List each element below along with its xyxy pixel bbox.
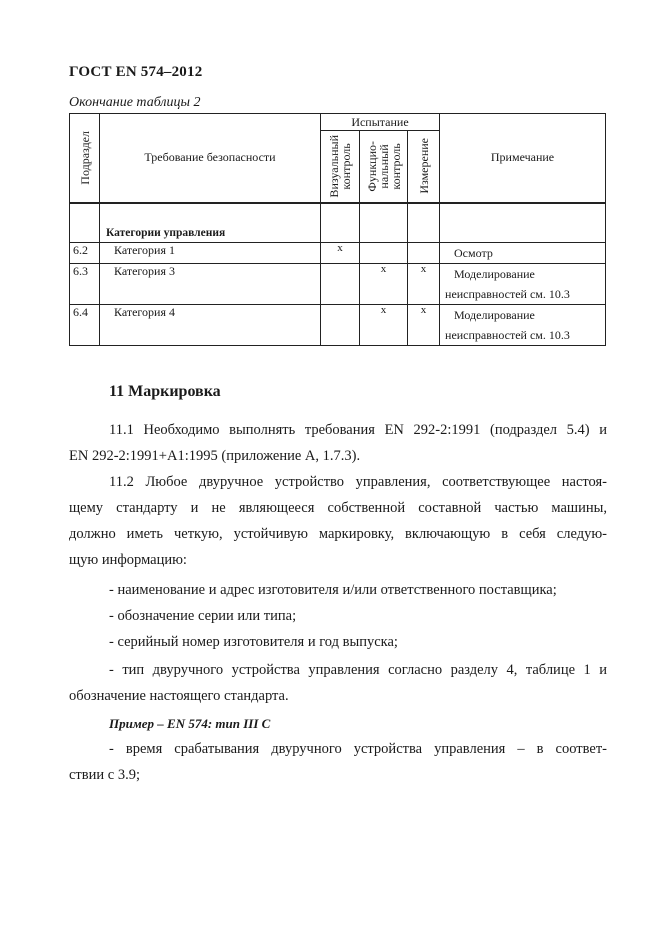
header-subsection: Подраздел xyxy=(70,114,100,203)
list-item: - обозначение серии или типа; xyxy=(109,608,297,624)
table-caption: Окончание таблицы 2 xyxy=(69,95,201,110)
document-id: ГОСТ EN 574–2012 xyxy=(69,64,203,80)
paragraph-11-2: 11.2 Любое двуручное устройство управления, соответствующее настоя- щему стандарту и не являющееся собственной составной частью машины, должно иметь четкую, устойчивую маркировку, включающую в себя следую- щую информацию: xyxy=(69,474,607,568)
header-visual: Визуальный контроль xyxy=(321,131,360,203)
paragraph-11-1: 11.1 Необходимо выполнять требования EN 292-2:1991 (подраздел 5.4) и EN 292-2:1991+A1:1995 (приложение А, 1.7.3). xyxy=(69,422,607,464)
table-row: 6.4 Категория 4 x x Моделирование неисправностей см. 10.3 xyxy=(70,305,606,346)
header-test-group: Испытание xyxy=(321,114,440,131)
header-note: Примечание xyxy=(440,114,606,203)
list-item: - серийный номер изготовителя и год выпуска; xyxy=(109,634,398,650)
group-num-cell xyxy=(70,203,100,243)
requirements-table xyxy=(69,113,606,346)
header-requirement: Требование безопасности xyxy=(100,114,321,203)
list-item: - наименование и адрес изготовителя и/или ответственного поставщика; xyxy=(109,582,557,598)
group-title: Категории управления xyxy=(100,203,321,243)
section-heading: 11 Маркировка xyxy=(109,383,221,400)
header-measurement: Измерение xyxy=(408,131,440,203)
example-note: Пример – EN 574: тип III С xyxy=(109,716,271,731)
table-row: 6.3 Категория 3 x x Моделирование неисправностей см. 10.3 xyxy=(70,264,606,305)
table-row: 6.2 Категория 1 x Осмотр xyxy=(70,243,606,264)
header-functional: Функцио- нальный контроль xyxy=(360,131,408,203)
list-item: - время срабатывания двуручного устройства управления – в соответ- ствии с 3.9; xyxy=(69,741,607,783)
list-item: - тип двуручного устройства управления согласно разделу 4, таблице 1 и обозначение настоящего стандарта. xyxy=(69,662,607,704)
